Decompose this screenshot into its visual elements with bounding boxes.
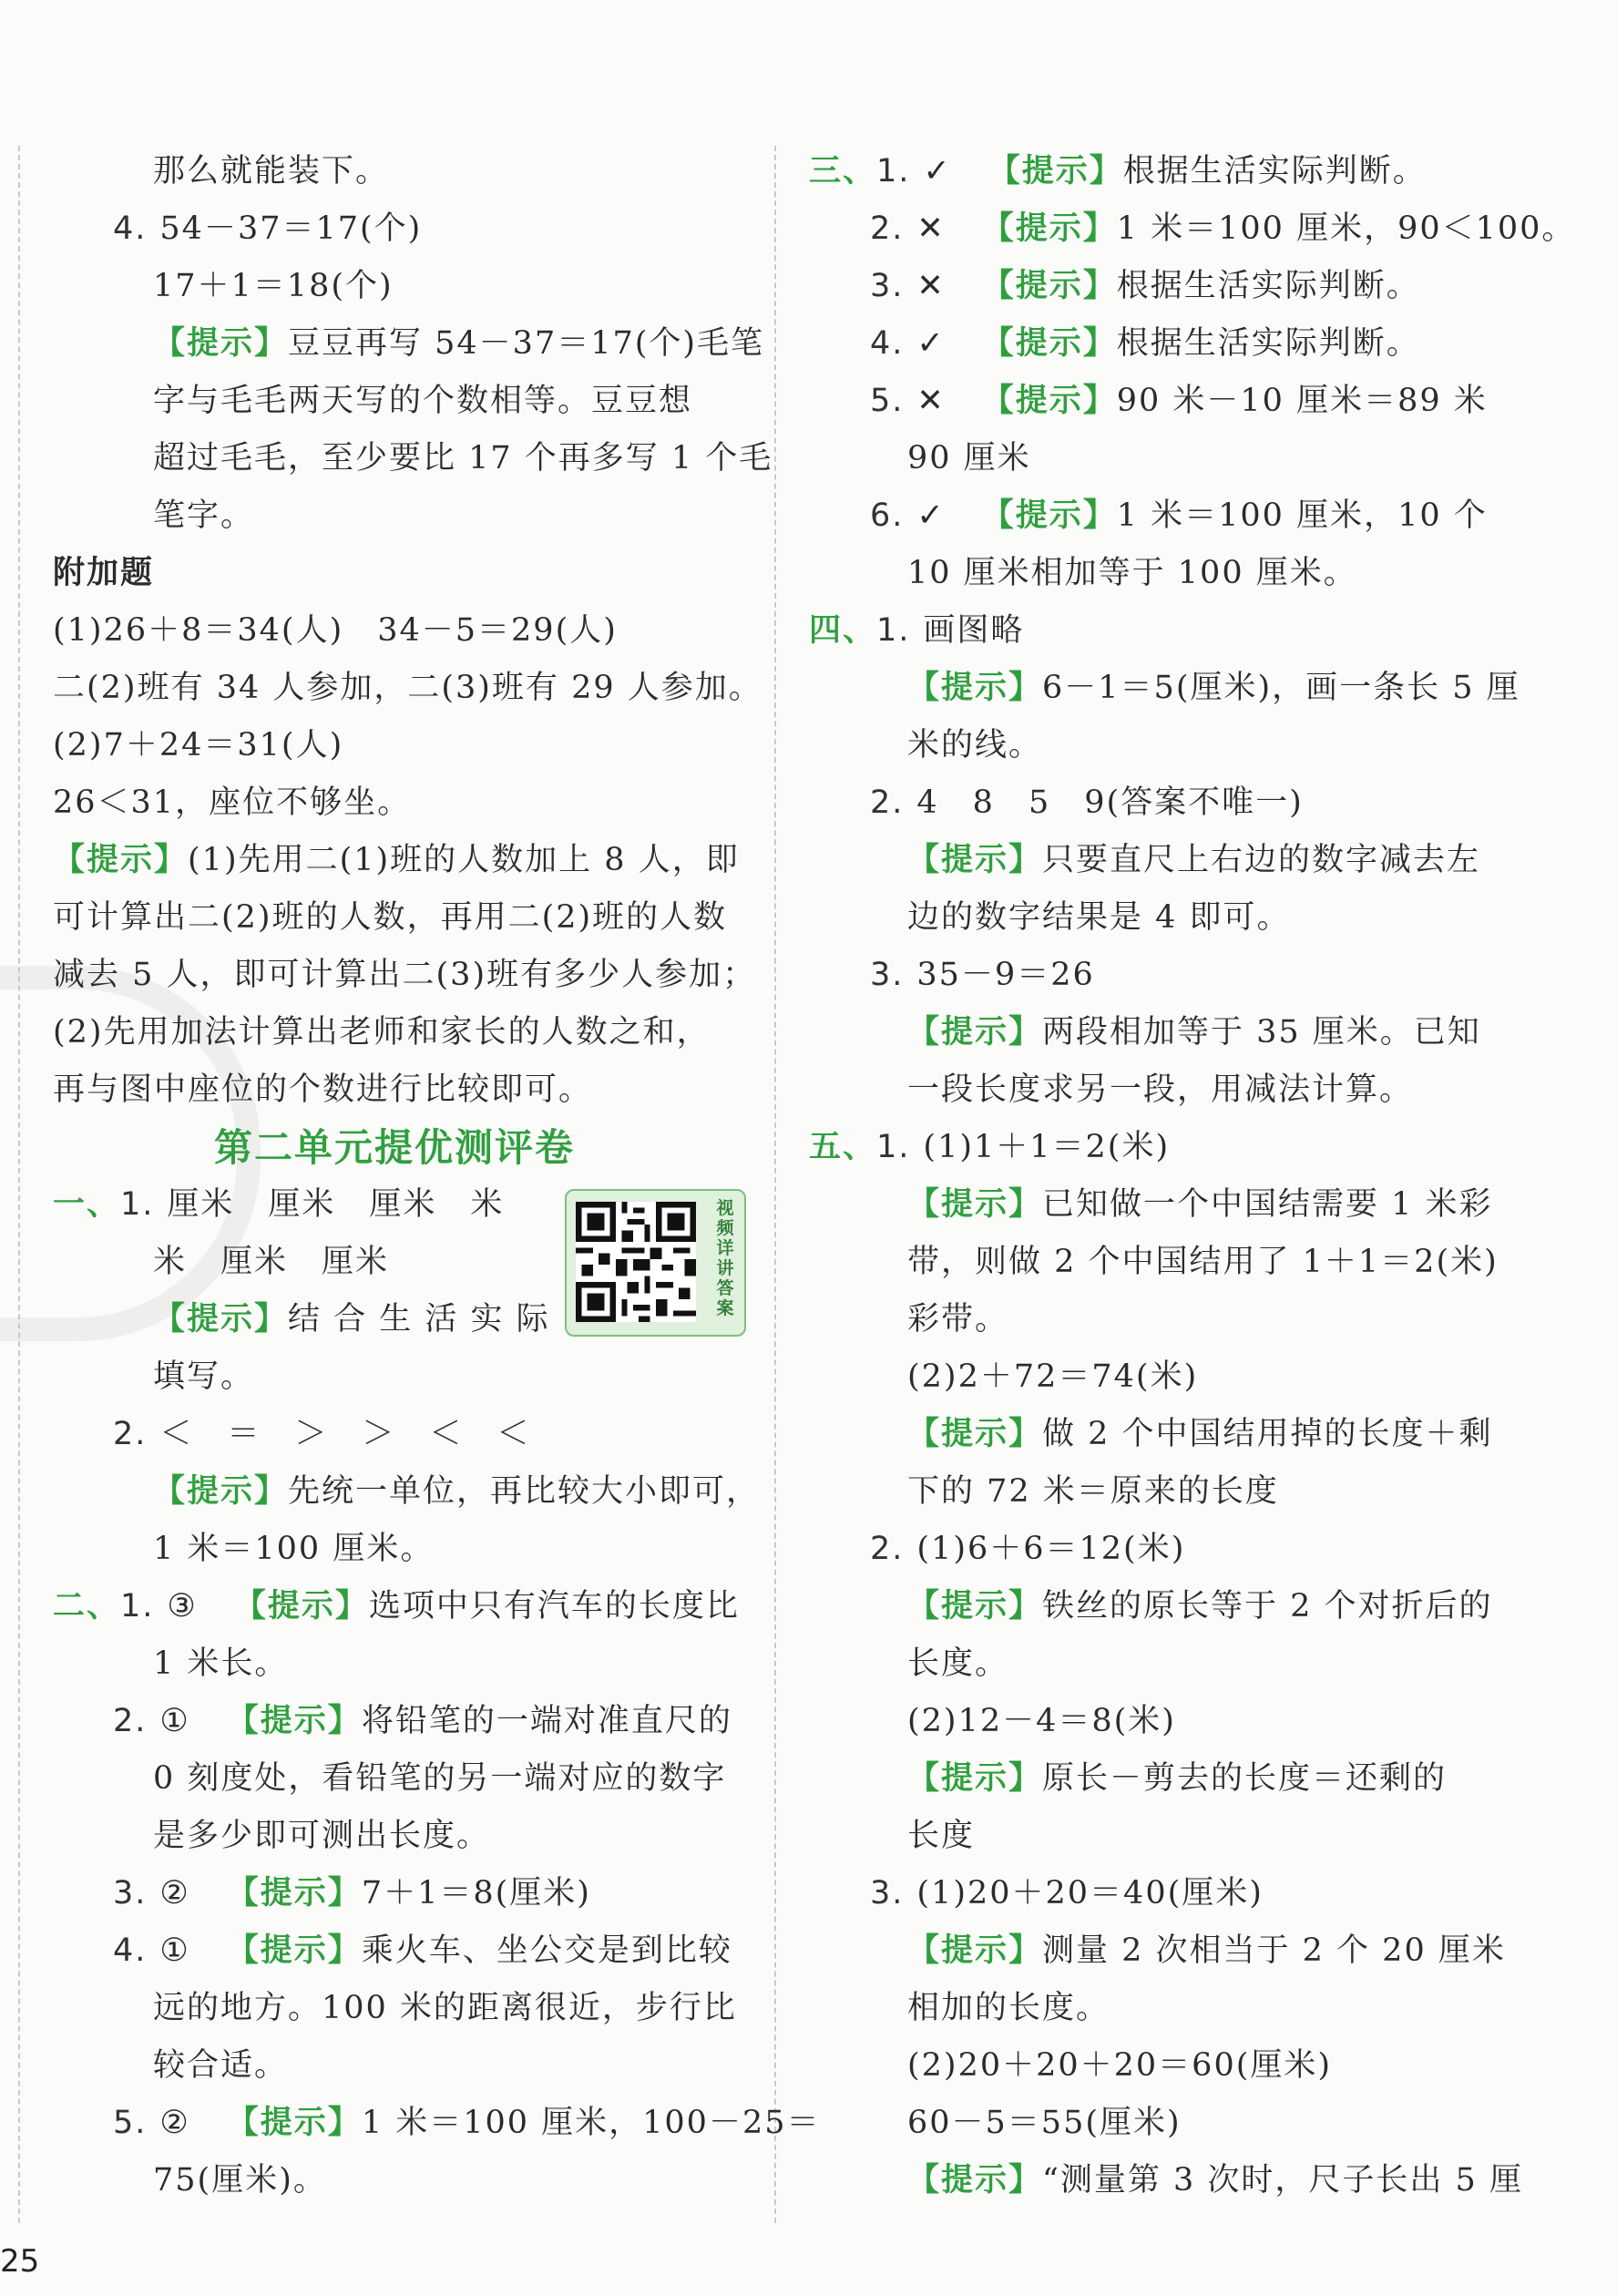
part-heading: 五、 [809,1129,877,1165]
text-line: 一段长度求另一段，用减法计算。 [907,1071,1414,1108]
hint-line: 【提示】做 2 个中国结用掉的长度＋剩 [907,1416,1493,1452]
hint-line: 【提示】原长－剪去的长度＝还剩的 [907,1760,1448,1797]
text-line: 四、1. 画图略 [809,612,1025,649]
qr-box[interactable] [565,1189,746,1337]
hint-label: 【提示】 [988,153,1123,190]
text-line: 较合适。 [153,2047,289,2084]
hint-line: 【提示】豆豆再写 54－37＝17(个)毛笔 [153,325,765,362]
hint-label: 【提示】 [53,842,189,878]
text-line: (2)12－4＝8(米) [907,1703,1176,1739]
text-line: 可计算出二(2)班的人数，再用二(2)班的人数 [53,899,728,936]
text-line: 长度。 [907,1645,1009,1682]
text-line: 5. ② 【提示】1 米＝100 厘米，100－25＝ [113,2105,821,2141]
text-line: 下的 72 米＝原来的长度 [907,1473,1279,1510]
hint-label: 【提示】 [907,1932,1043,1969]
text-line: (2)20＋20＋20＝60(厘米) [907,2047,1333,2084]
text-line: 75(厘米)。 [153,2162,327,2199]
item-number: 2. [113,1703,148,1739]
text-line: (2)7＋24＝31(人) [53,727,344,764]
text-line: 带，则做 2 个中国结用了 1＋1＝2(米) [907,1244,1499,1280]
text-line: 超过毛毛，至少要比 17 个再多写 1 个毛 [153,440,773,477]
hint-label: 【提示】 [153,1301,289,1338]
text-line: 米的线。 [907,727,1043,764]
text-line: 2. ✕ 【提示】1 米＝100 厘米，90＜100。 [870,210,1576,247]
text-line: 字与毛毛两天写的个数相等。豆豆想 [153,383,693,419]
item-number: 2. [113,1416,148,1452]
item-number: 4. [113,210,148,247]
hint-line: 【提示】(1)先用二(1)班的人数加上 8 人，即 [53,842,740,878]
text-line: 90 厘米 [907,440,1031,477]
part-heading: 三、 [809,153,877,190]
qr-code-icon [576,1202,696,1322]
text-line: 4. 54－37＝17(个) [113,210,423,247]
qr-label: 视频详讲答案 [716,1198,734,1318]
bonus-heading: 附加题 [53,555,155,591]
hint-line: 【提示】测量 2 次相当于 2 个 20 厘米 [907,1932,1506,1969]
hint-line: 【提示】铁丝的原长等于 2 个对折后的 [907,1588,1493,1625]
text-line: 再与图中座位的个数进行比较即可。 [53,1071,593,1108]
item-number: 3. [113,1875,148,1912]
part-heading: 二、 [53,1588,121,1625]
text-line: 0 刻度处，看铅笔的另一端对应的数字 [153,1760,727,1797]
text-line: 一、1. 厘米 厘米 厘米 米 [53,1186,505,1223]
text-line: 边的数字结果是 4 即可。 [907,899,1291,936]
text-line: 2. 4 8 5 9(答案不唯一) [870,784,1304,821]
text-line: 填写。 [153,1358,255,1395]
text-line: (2)先用加法计算出老师和家长的人数之和， [53,1014,711,1051]
text-line: 3. 35－9＝26 [870,957,1095,993]
text-line: 2. (1)6＋6＝12(米) [870,1531,1186,1567]
text-line: (2)2＋72＝74(米) [907,1358,1199,1395]
column-divider [774,146,776,2223]
hint-label: 【提示】 [907,1416,1043,1452]
hint-label: 【提示】 [233,1588,369,1625]
hint-line: 【提示】6－1＝5(厘米)，画一条长 5 厘 [907,670,1520,706]
text-line: 60－5＝55(厘米) [907,2105,1182,2141]
text-line: 5. ✕ 【提示】90 米－10 厘米＝89 米 [870,383,1488,419]
hint-label: 【提示】 [981,383,1117,419]
text-line: 3. (1)20＋20＝40(厘米) [870,1875,1264,1912]
text-line: 3. ② 【提示】7＋1＝8(厘米) [113,1875,591,1912]
text-line: 笔字。 [153,497,255,534]
text-line: 1 米长。 [153,1645,289,1682]
text-line: 彩带。 [907,1301,1009,1338]
hint-line: 【提示】两段相加等于 35 厘米。已知 [907,1014,1481,1051]
hint-label: 【提示】 [981,210,1117,247]
hint-label: 【提示】 [153,1473,289,1510]
text-line: 五、1. (1)1＋1＝2(米) [809,1129,1171,1165]
hint-label: 【提示】 [907,1014,1043,1051]
text-line: 17＋1＝18(个) [153,268,394,304]
hint-label: 【提示】 [981,497,1117,534]
hint-label: 【提示】 [907,1186,1043,1223]
text-line: 2. ① 【提示】将铅笔的一端对准直尺的 [113,1703,732,1739]
hint-label: 【提示】 [226,2105,362,2141]
hint-label: 【提示】 [226,1703,362,1739]
hint-label: 【提示】 [907,1760,1043,1797]
item-number: 4. [113,1932,148,1969]
hint-label: 【提示】 [907,2162,1043,2199]
hint-label: 【提示】 [907,1588,1043,1625]
text-line: 二、1. ③ 【提示】选项中只有汽车的长度比 [53,1588,740,1625]
text-line: 6. ✓ 【提示】1 米＝100 厘米，10 个 [870,497,1488,534]
hint-line: 【提示】“测量第 3 次时，尺子长出 5 厘 [907,2162,1523,2199]
hint-label: 【提示】 [153,325,289,362]
text-line: 远的地方。100 米的距离很近，步行比 [153,1990,737,2026]
item-number: 5. [113,2105,148,2141]
text-line: 4. ✓ 【提示】根据生活实际判断。 [870,325,1420,362]
part-heading: 一、 [53,1186,121,1223]
text-line: 那么就能装下。 [153,153,390,190]
text-line: 相加的长度。 [907,1990,1110,2026]
hint-label: 【提示】 [907,670,1043,706]
text-line: 米 厘米 厘米 [153,1244,390,1280]
text-line: 4. ① 【提示】乘火车、坐公交是到比较 [113,1932,732,1969]
text-line: 2. ＜ ＝ ＞ ＞ ＜ ＜ [113,1416,531,1452]
text-line: 10 厘米相加等于 100 厘米。 [907,555,1357,591]
text-line: (1)26＋8＝34(人) 34－5＝29(人) [53,612,618,649]
text-line: 是多少即可测出长度。 [153,1818,491,1854]
hint-label: 【提示】 [907,842,1043,878]
text-line: 3. ✕ 【提示】根据生活实际判断。 [870,268,1420,304]
hint-line: 【提示】已知做一个中国结需要 1 米彩 [907,1186,1493,1223]
hint-label: 【提示】 [981,325,1117,362]
hint-label: 【提示】 [226,1932,362,1969]
text-line: 三、1. ✓ 【提示】根据生活实际判断。 [809,153,1427,190]
text-line: 二(2)班有 34 人参加，二(3)班有 29 人参加。 [53,670,762,706]
text-line: 1 米＝100 厘米。 [153,1531,435,1567]
hint-label: 【提示】 [981,268,1117,304]
text-line: 长度 [907,1818,976,1854]
hint-line: 【提示】先统一单位，再比较大小即可， [153,1473,761,1510]
text-line: 26＜31，座位不够坐。 [53,784,412,821]
page-number: 25 [0,2243,40,2280]
hint-line: 【提示】结 合 生 活 实 际 [153,1301,550,1338]
part-heading: 四、 [809,612,877,649]
hint-line: 【提示】只要直尺上右边的数字减去左 [907,842,1481,878]
text-line: 减去 5 人，即可计算出二(3)班有多少人参加； [53,957,757,993]
hint-label: 【提示】 [226,1875,362,1912]
left-margin-divider [18,146,20,2223]
section-title: 第二单元提优测评卷 [214,1125,576,1170]
